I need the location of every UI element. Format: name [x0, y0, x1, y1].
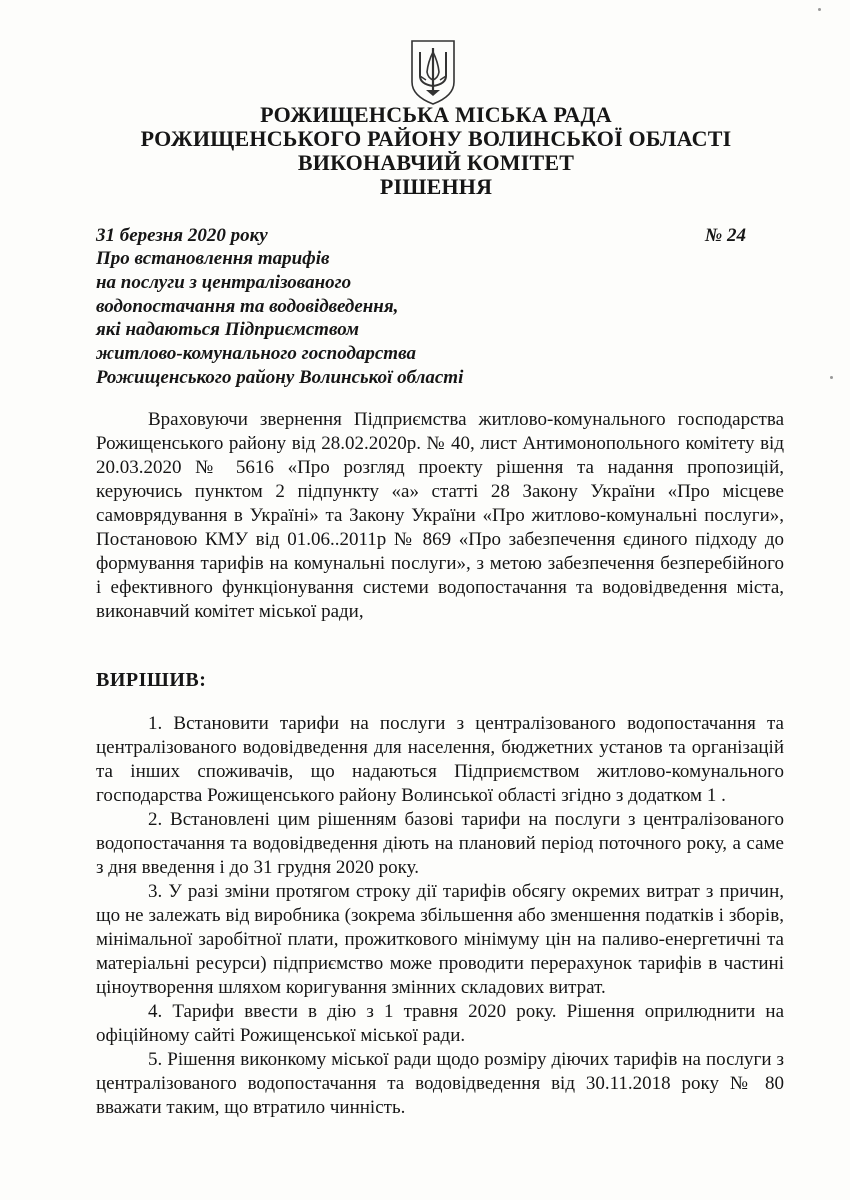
decision-item: 5. Рішення виконкому міської ради щодо розміру діючих тарифів на послуги з централізованого водопостачання та водовідведення від 30.11.2018 року № 80 вважати таким, що втратило чинність. [96, 1049, 784, 1118]
scan-speck [818, 8, 821, 11]
committee-name: ВИКОНАВЧИЙ КОМІТЕТ [297, 150, 575, 175]
subject-line: Рожищенського району Волинської області [96, 366, 464, 388]
decision-item: 2. Встановлені цим рішенням базові тарифи на послуги з централізованого водопостачання та водовідведення діють на плановий період поточного року, а саме з дня введення і до 31 грудня 2020 року. [96, 809, 784, 878]
decision-item: 1. Встановити тарифи на послуги з централізованого водопостачання та централізованого водовідведення для населення, бюджетних установ та організацій та інших споживачів, що надаються Підприємством житлово-комунального господарства Рожищенського району Волинської області згідно з додатком 1 . [96, 713, 784, 806]
council-name: РОЖИЩЕНСЬКА МІСЬКА РАДА [260, 102, 612, 127]
date-number-row [96, 224, 746, 247]
trident-coat-of-arms-icon [408, 38, 458, 106]
decided-heading: ВИРІШИВ: [96, 669, 207, 691]
document-subject [96, 247, 556, 390]
subject-line: водопостачання та водовідведення, [96, 295, 399, 317]
subject-line: на послуги з централізованого [96, 271, 352, 293]
scan-speck [830, 376, 833, 379]
preamble-paragraph: Враховуючи звернення Підприємства житлово-комунального господарства Рожищенського району від 28.02.2020р. № 40, лист Антимонопольного комітету від 20.03.2020 № 5616 «Про розгляд проекту рішення та надання пропозицій, керуючись пунктом 2 підпункту «а» статті 28 Закону України «Про місцеве самоврядування в Україні» та Закону України «Про житлово-комунальні послуги», Постановою КМУ від 01.06..2011р № 869 «Про забезпечення єдиного підходу до формування тарифів на комунальні послуги», з метою забезпечення безперебійного і ефективного функціонування системи водопостачання та водовідведення міста, виконавчий комітет міської ради, [96, 409, 784, 622]
decision-items [96, 712, 784, 1120]
document-date: 31 березня 2020 року [96, 225, 268, 246]
district-name: РОЖИЩЕНСЬКОГО РАЙОНУ ВОЛИНСЬКОЇ ОБЛАСТІ [140, 126, 732, 151]
subject-line: житлово-комунального господарства [96, 343, 416, 365]
document-type: РІШЕННЯ [379, 174, 493, 199]
document-header [0, 103, 850, 199]
subject-line: які надаються Підприємством [96, 319, 359, 341]
decision-item: 3. У разі зміни протягом строку дії тарифів обсягу окремих витрат з причин, що не залежать від виробника (зокрема збільшення або зменшення податків і зборів, мінімальної заробітної плати, прожиткового мінімуму цін на паливо-енергетичні та матеріальні ресурси) підприємство може проводити перерахунок тарифів в частині ціноутворення шляхом коригування змінних складових витрат. [96, 881, 784, 998]
decision-item: 4. Тарифи ввести в дію з 1 травня 2020 року. Рішення оприлюднити на офіційному сайті Рожищенської міської ради. [96, 1001, 784, 1046]
subject-line: Про встановлення тарифів [96, 248, 330, 269]
document-number: № 24 [704, 225, 746, 246]
